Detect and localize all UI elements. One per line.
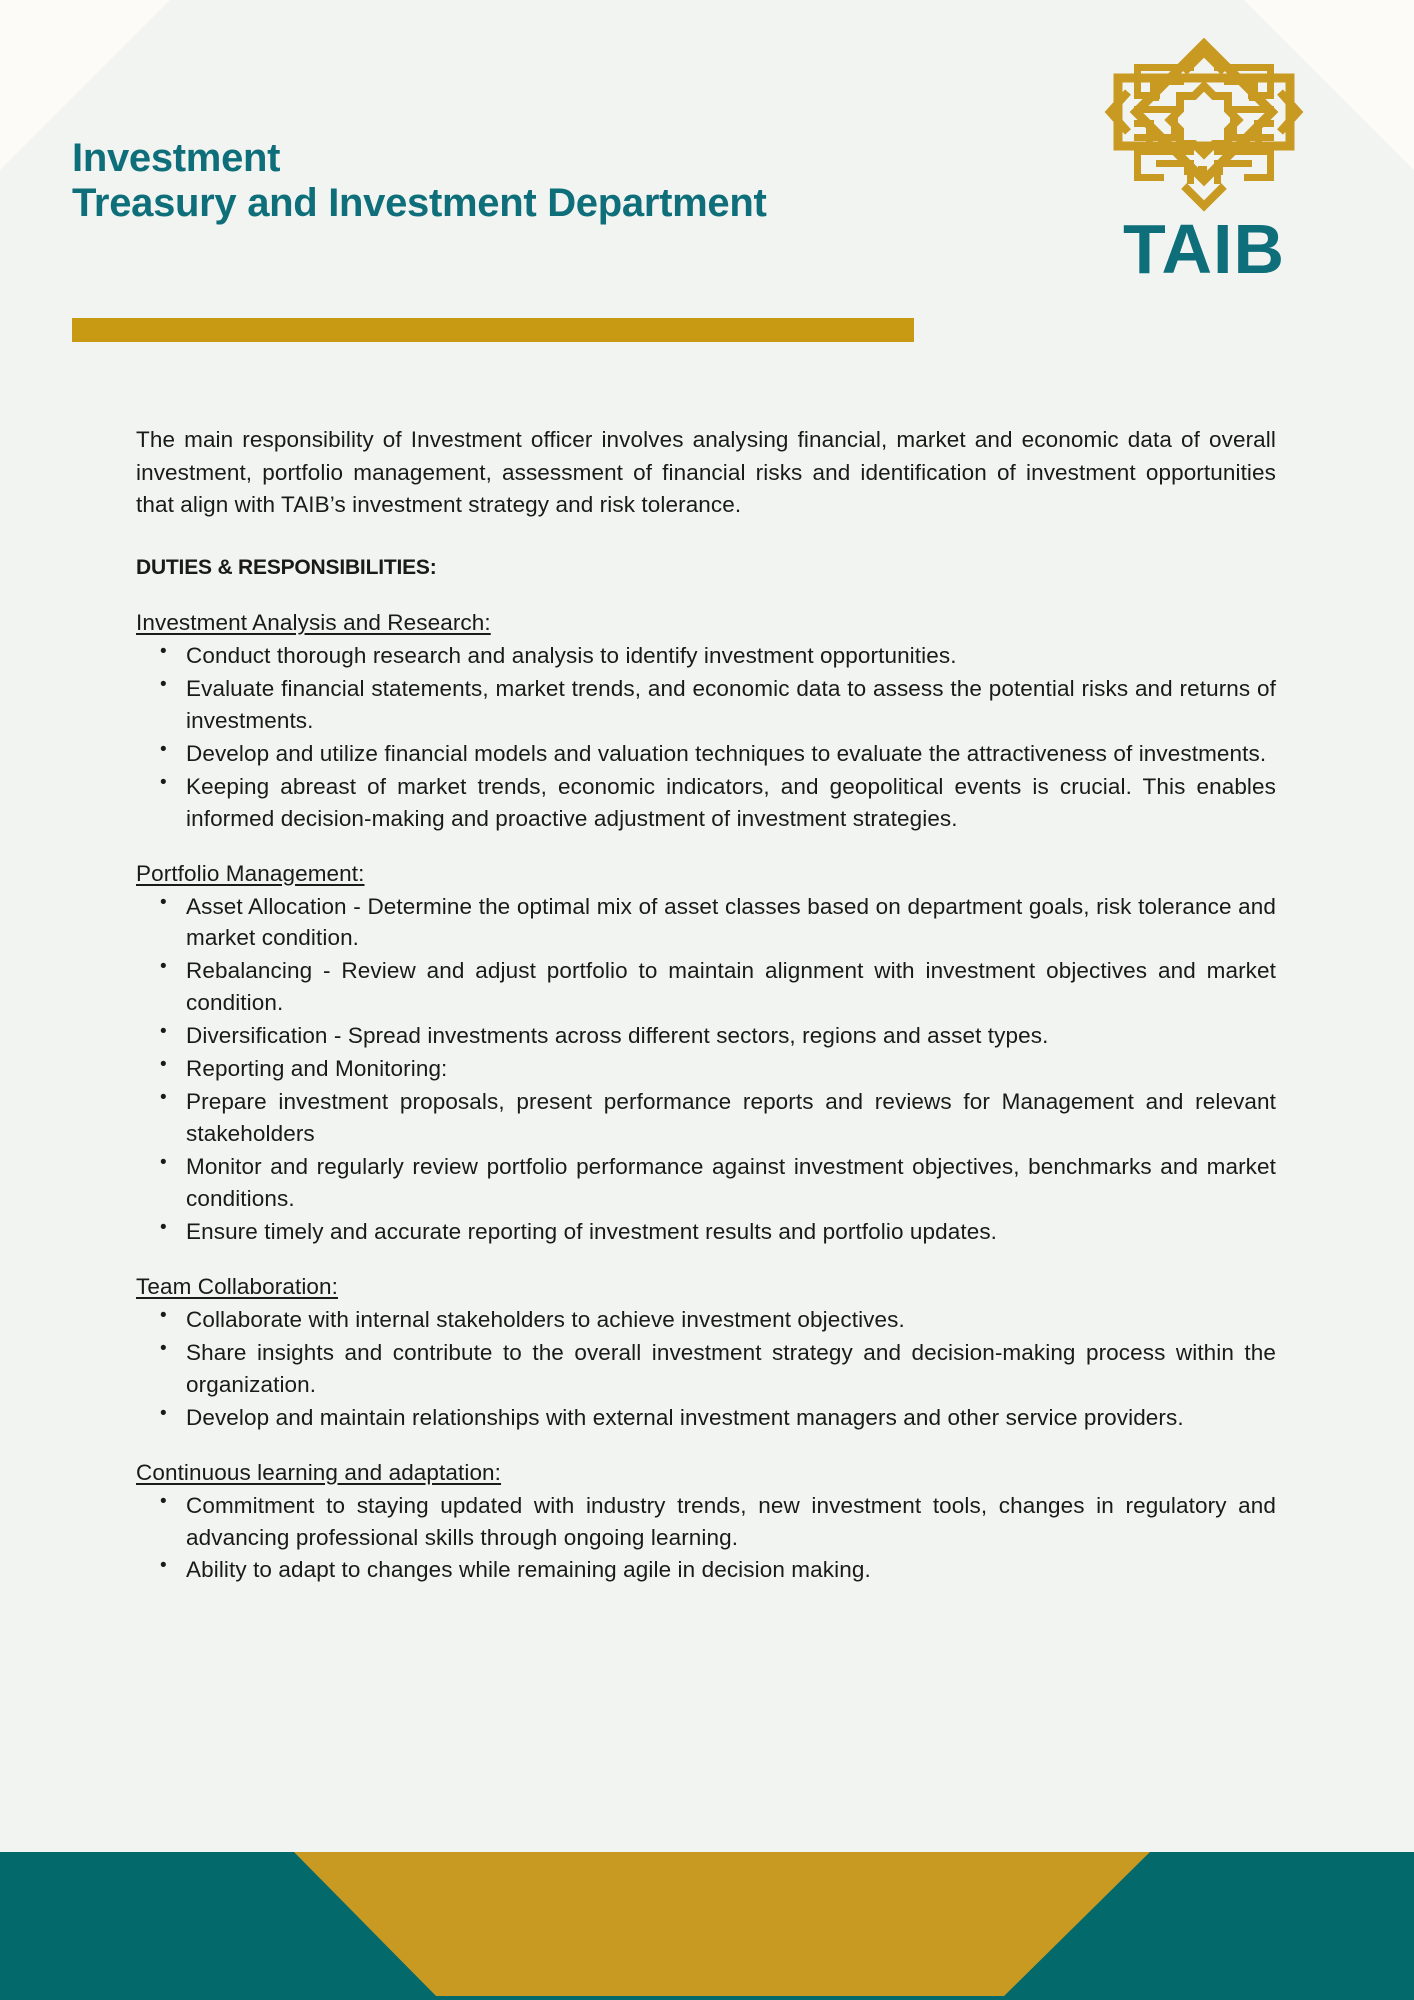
responsibility-section	[136, 1274, 1276, 1434]
section-title: Continuous learning and adaptation:	[136, 1459, 502, 1485]
section-title: Team Collaboration:	[136, 1273, 339, 1299]
bullet-item: • Conduct thorough research and analysis to identify investment opportunities.	[186, 640, 1276, 672]
footer-gold-trapezoid	[0, 1852, 1414, 2000]
bullet-item: • Evaluate financial statements, market trends, and economic data to assess the potential risks and returns of investments.	[186, 673, 1276, 737]
footer-teal-band	[0, 1852, 1414, 2000]
bullet-item: • Keeping abreast of market trends, economic indicators, and geopolitical events is crucial. This enables informed decision-making and proactive adjustment of investment strategies.	[186, 771, 1276, 835]
bullet-item: • Ensure timely and accurate reporting of investment results and portfolio updates.	[186, 1216, 1276, 1248]
bullet-item: • Commitment to staying updated with industry trends, new investment tools, changes in regulatory and advancing professional skills through ongoing learning.	[186, 1490, 1276, 1554]
bullet-item: • Develop and utilize financial models and valuation techniques to evaluate the attractiveness of investments.	[186, 738, 1276, 770]
bullet-item: • Prepare investment proposals, present performance reports and reviews for Management and relevant stakeholders	[186, 1086, 1276, 1150]
bullet-list	[136, 1304, 1276, 1434]
bullet-item: • Rebalancing - Review and adjust portfolio to maintain alignment with investment objectives and market condition.	[186, 955, 1276, 1019]
section-title: Portfolio Management:	[136, 860, 365, 886]
bullet-item: • Share insights and contribute to the overall investment strategy and decision-making process within the organization.	[186, 1337, 1276, 1401]
responsibility-section	[136, 861, 1276, 1248]
bullet-list	[136, 891, 1276, 1248]
bullet-list	[136, 1490, 1276, 1587]
taib-wordmark: TAIB	[1122, 210, 1286, 288]
bullet-item: • Diversification - Spread investments across different sectors, regions and asset types.	[186, 1020, 1276, 1052]
page-title-line-2: Treasury and Investment Department	[72, 181, 767, 226]
page-title	[72, 136, 766, 226]
bullet-item: • Ability to adapt to changes while remaining agile in decision making.	[186, 1554, 1276, 1586]
section-title: Investment Analysis and Research:	[136, 609, 491, 635]
duties-heading: DUTIES & RESPONSIBILITIES:	[136, 555, 437, 579]
document-header	[0, 0, 1414, 360]
responsibility-section	[136, 1460, 1276, 1587]
taib-kufic-star-emblem-icon	[1088, 38, 1320, 218]
taib-logo	[1088, 38, 1320, 292]
page-title-line-1: Investment	[72, 136, 281, 180]
responsibility-section	[136, 610, 1276, 835]
document-body	[136, 424, 1276, 1587]
bullet-item: • Asset Allocation - Determine the optimal mix of asset classes based on department goals, risk tolerance and market condition.	[186, 891, 1276, 955]
bullet-item: • Develop and maintain relationships with external investment managers and other service providers.	[186, 1402, 1276, 1434]
gold-divider-rule	[72, 318, 914, 342]
responsibility-sections	[136, 610, 1276, 1587]
bullet-item: • Collaborate with internal stakeholders to achieve investment objectives.	[186, 1304, 1276, 1336]
bullet-item: • Monitor and regularly review portfolio performance against investment objectives, benchmarks and market conditions.	[186, 1151, 1276, 1215]
bullet-list	[136, 640, 1276, 835]
footer-bottom-edge	[0, 1996, 1414, 2000]
bullet-item: • Reporting and Monitoring:	[186, 1053, 1276, 1085]
intro-paragraph: The main responsibility of Investment officer involves analysing financial, market and economic data of overall investment, portfolio management, assessment of financial risks and identification of investment opportunities that align with TAIB’s investment strategy and risk tolerance.	[136, 427, 1276, 518]
